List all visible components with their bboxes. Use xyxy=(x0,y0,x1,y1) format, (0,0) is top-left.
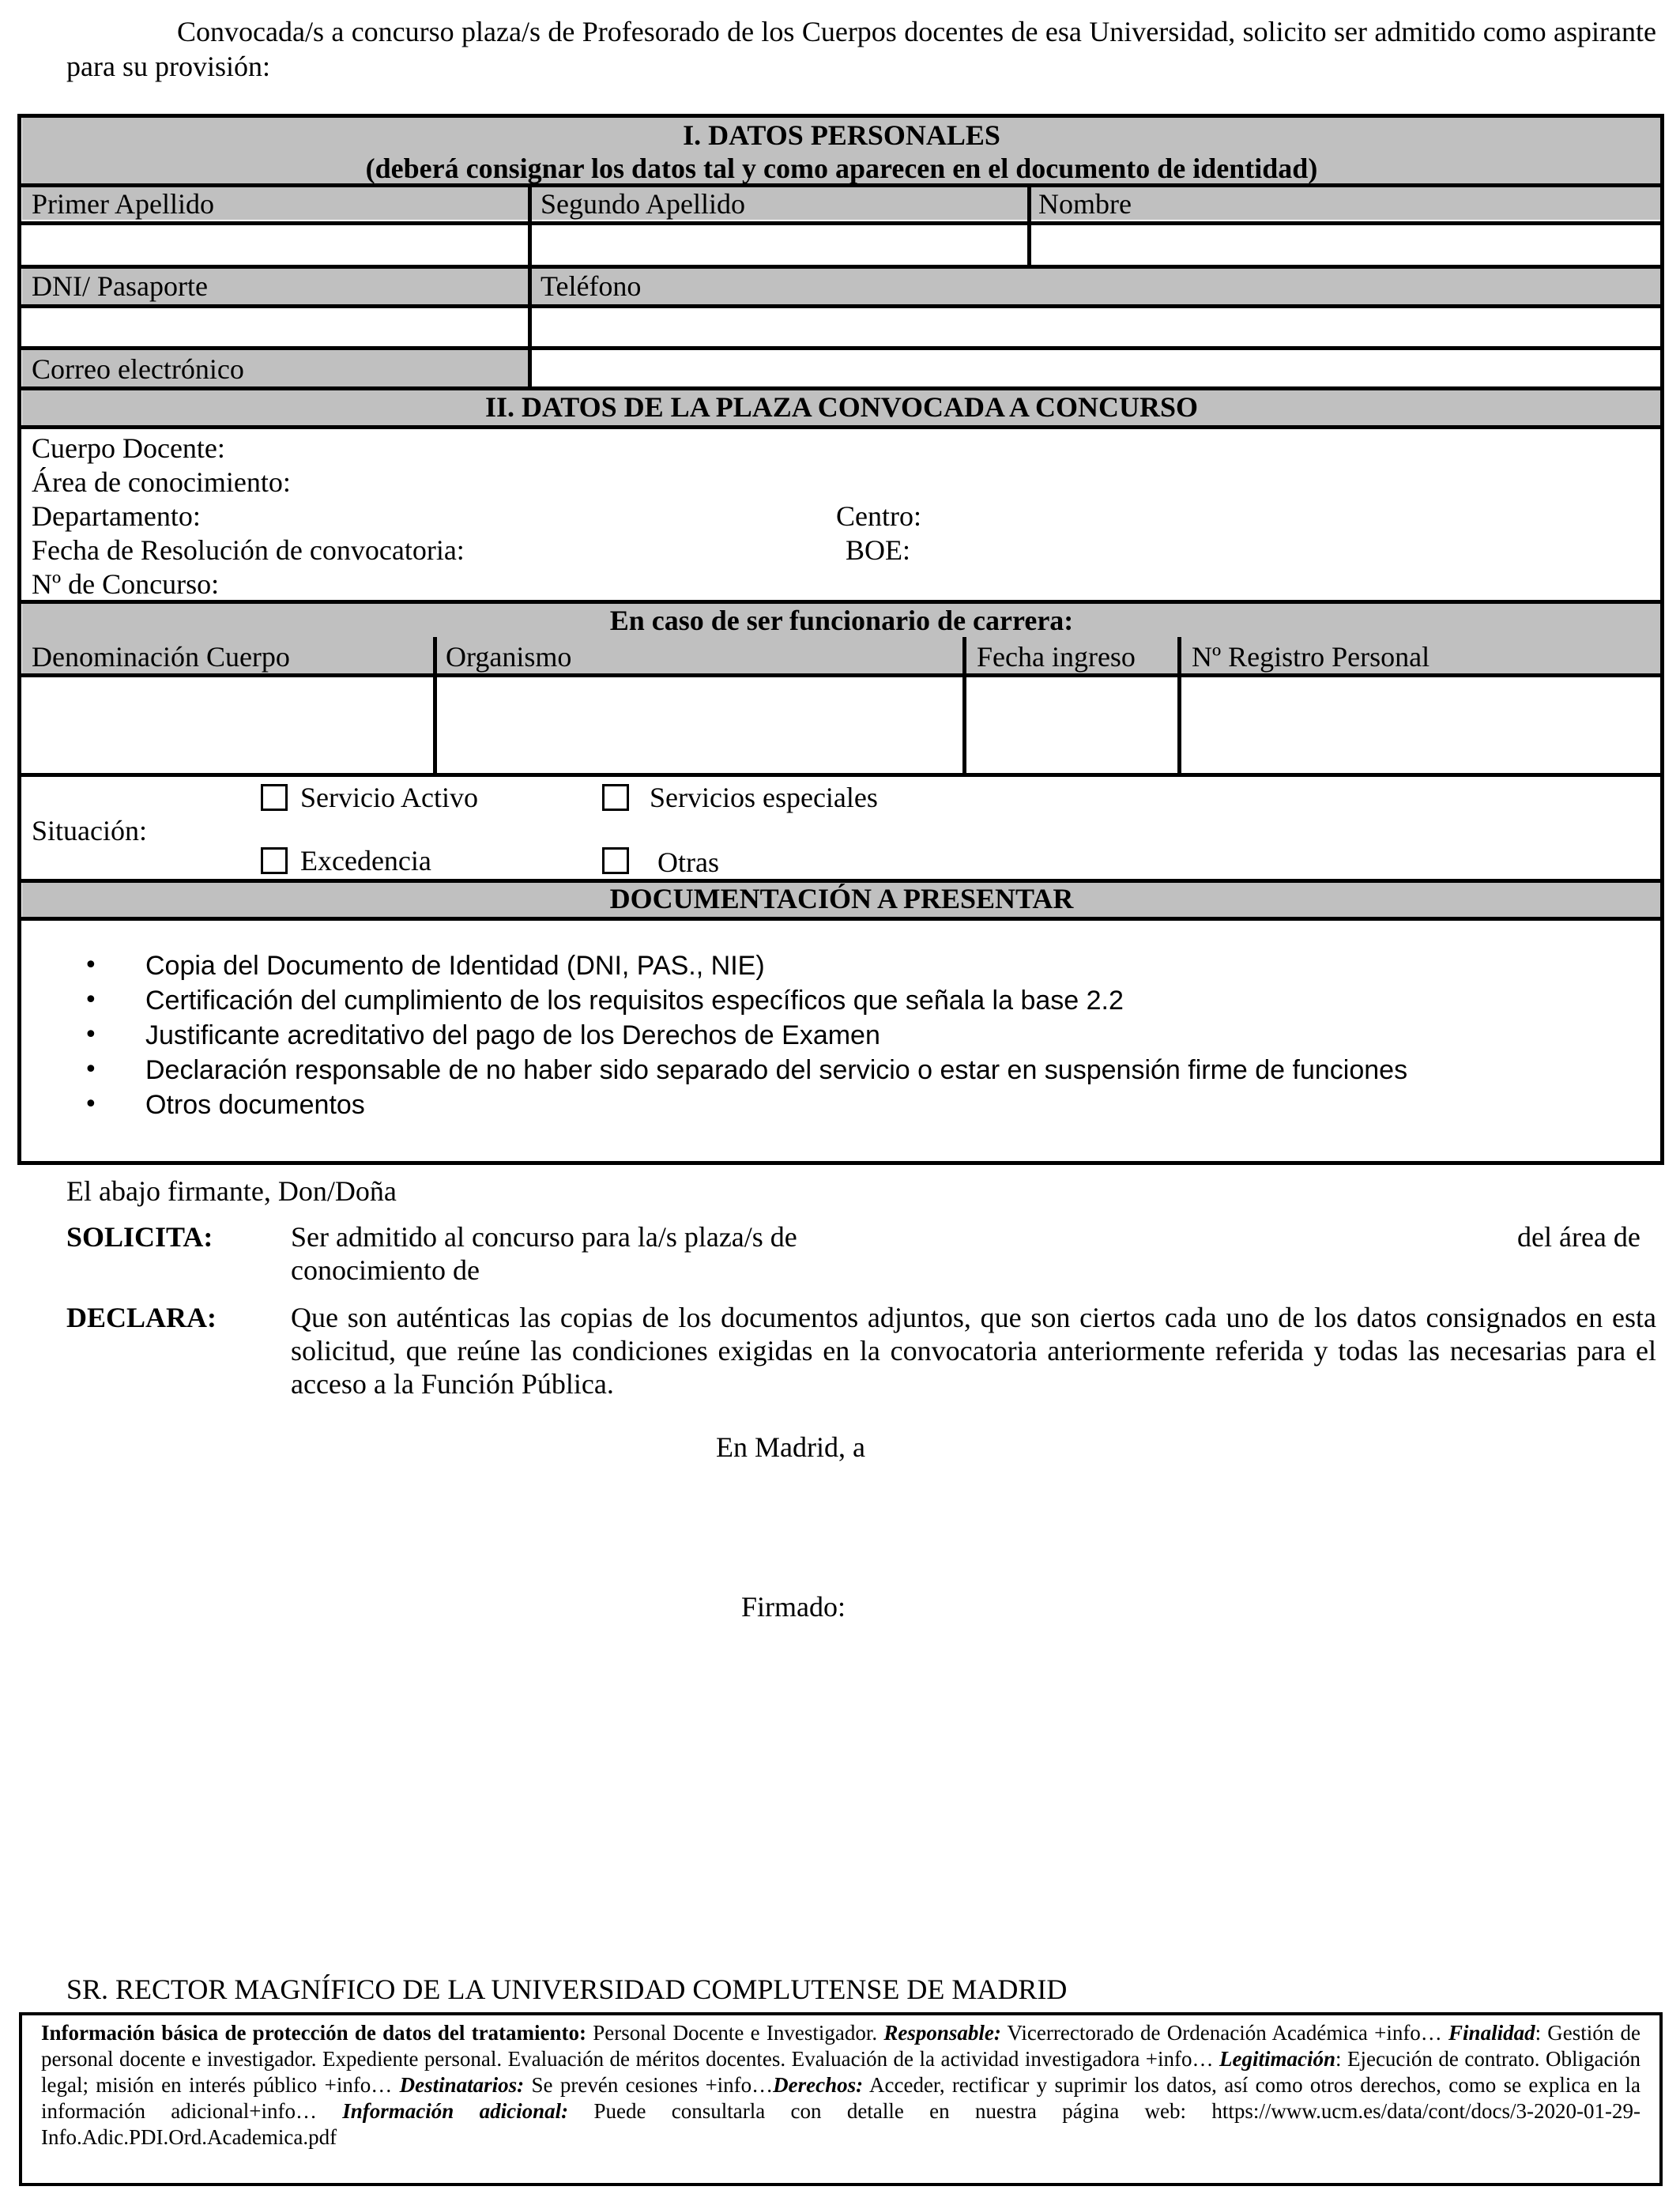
num-concurso-label: Nº de Concurso: xyxy=(32,568,220,600)
solicita-text: Ser admitido al concurso para la/s plaza/s de xyxy=(291,1221,797,1253)
otras-checkbox[interactable] xyxy=(602,847,629,874)
organismo-label: Organismo xyxy=(446,641,572,673)
rule xyxy=(1177,637,1181,775)
declara-label: DECLARA: xyxy=(66,1302,217,1333)
list-item: • Declaración responsable de no haber sido separado del servicio o estar en suspensión firme de funciones xyxy=(79,1053,1407,1088)
solicita-label: SOLICITA: xyxy=(66,1221,213,1253)
section1-title: I. DATOS PERSONALES xyxy=(683,119,1000,151)
rule xyxy=(17,773,1664,777)
footer-heading: Finalidad xyxy=(1448,2021,1535,2045)
list-item: • Justificante acreditativo del pago de los Derechos de Examen xyxy=(79,1018,1407,1053)
footer-link-text[interactable]: Puede consultarla con detalle en nuestra página web: https://www.ucm.es/data/cont/docs/3-2020-01-29-Info.Adic.PDI.Ord.Academica.pdf xyxy=(41,2099,1640,2149)
documentacion-list xyxy=(79,948,1407,1122)
fecha-resolucion-label: Fecha de Resolución de convocatoria: xyxy=(32,534,465,566)
solicita-area-text: del área de xyxy=(1517,1221,1640,1253)
list-item: • Otros documentos xyxy=(79,1088,1407,1122)
footer-heading: Información básica de protección de datos del tratamiento: xyxy=(41,2021,587,2045)
rule xyxy=(17,346,1664,350)
cuerpo-docente-label: Cuerpo Docente: xyxy=(32,432,225,464)
segundo-apellido-field[interactable] xyxy=(533,228,1026,264)
footer-heading: Responsable: xyxy=(883,2021,1001,2045)
firmado-label: Firmado: xyxy=(741,1591,846,1623)
primer-apellido-label: Primer Apellido xyxy=(32,188,214,220)
footer-text: : Ejecución de contrato. Obligación legal; misión en interés público +info… xyxy=(41,2047,1640,2097)
primer-apellido-field[interactable] xyxy=(22,228,526,264)
section1-subtitle: (deberá consignar los datos tal y como aparecen en el documento de identidad) xyxy=(365,153,1318,184)
correo-label: Correo electrónico xyxy=(32,353,244,385)
denominacion-field[interactable] xyxy=(22,680,431,771)
area-conocimiento-label: Área de conocimiento: xyxy=(32,466,291,498)
organismo-field[interactable] xyxy=(439,680,961,771)
proteccion-datos-box xyxy=(19,2012,1663,2186)
correo-field[interactable] xyxy=(533,351,1661,386)
rule xyxy=(962,637,966,775)
footer-text: Personal Docente e Investigador. xyxy=(586,2021,884,2045)
footer-heading: Legitimación xyxy=(1219,2047,1335,2071)
telefono-label: Teléfono xyxy=(541,270,642,302)
rule xyxy=(17,304,1664,308)
centro-label: Centro: xyxy=(836,500,921,532)
footer-text: Acceder, rectificar y suprimir los datos, así como otros derechos, como se explica en la información adicional+info… xyxy=(41,2073,1640,2123)
footer-heading: Destinatarios: xyxy=(399,2073,525,2097)
declara-text: Que son auténticas las copias de los documentos adjuntos, que son ciertos cada uno de los datos consignados en esta solicitud, que reúne las condiciones exigidas en la convocatoria anteriormente referida y todas las necesarias para el acceso a la Función Pública. xyxy=(291,1302,1656,1400)
nombre-label: Nombre xyxy=(1038,188,1132,220)
footer-text: Vicerrectorado de Ordenación Académica +info… xyxy=(1000,2021,1449,2045)
boe-label: BOE: xyxy=(846,534,911,566)
destinatario: SR. RECTOR MAGNÍFICO DE LA UNIVERSIDAD COMPLUTENSE DE MADRID xyxy=(66,1973,1068,2005)
section2-title: II. DATOS DE LA PLAZA CONVOCADA A CONCURSO xyxy=(484,391,1199,423)
fecha-ingreso-field[interactable] xyxy=(969,680,1176,771)
fecha-ingreso-label: Fecha ingreso xyxy=(977,641,1136,673)
intro-paragraph: Convocada/s a concurso plaza/s de Profesorado de los Cuerpos docentes de esa Universidad, solicito ser admitido como aspirante para su provisión: xyxy=(66,16,1656,82)
rule xyxy=(1027,183,1031,267)
rule xyxy=(433,637,437,775)
registro-personal-field[interactable] xyxy=(1184,680,1661,771)
dni-label: DNI/ Pasaporte xyxy=(32,270,208,302)
rule xyxy=(17,425,1664,429)
documentacion-title: DOCUMENTACIÓN A PRESENTAR xyxy=(609,883,1074,914)
registro-personal-label: Nº Registro Personal xyxy=(1192,641,1430,673)
rule xyxy=(17,917,1664,921)
telefono-field[interactable] xyxy=(533,310,1661,346)
firmante-text: El abajo firmante, Don/Doña xyxy=(66,1175,397,1207)
footer-heading: Derechos: xyxy=(773,2073,864,2097)
departamento-label: Departamento: xyxy=(32,500,201,532)
dni-field[interactable] xyxy=(22,310,526,346)
funcionario-title: En caso de ser funcionario de carrera: xyxy=(609,605,1074,636)
nombre-field[interactable] xyxy=(1032,228,1661,264)
servicios-especiales-checkbox[interactable] xyxy=(602,784,629,811)
rule xyxy=(528,183,532,387)
solicita-conocimiento-text: conocimiento de xyxy=(291,1254,480,1286)
rule xyxy=(17,221,1664,225)
footer-text: : Gestión de personal docente e investigador. Expediente personal. Evaluación de méritos docentes. Evaluación de la actividad investigadora +info… xyxy=(41,2021,1641,2071)
situacion-label: Situación: xyxy=(32,815,147,846)
otras-label: Otras xyxy=(657,846,719,878)
servicios-especiales-label: Servicios especiales xyxy=(650,782,878,813)
servicio-activo-checkbox[interactable] xyxy=(261,784,288,811)
footer-text: Se prevén cesiones +info… xyxy=(524,2073,774,2097)
segundo-apellido-label: Segundo Apellido xyxy=(541,188,745,220)
excedencia-checkbox[interactable] xyxy=(261,847,288,874)
excedencia-label: Excedencia xyxy=(300,845,431,876)
rule xyxy=(17,673,1664,677)
footer-heading: Información adicional: xyxy=(342,2099,569,2123)
servicio-activo-label: Servicio Activo xyxy=(300,782,478,813)
list-item: • Certificación del cumplimiento de los requisitos específicos que señala la base 2.2 xyxy=(79,983,1407,1018)
denominacion-cuerpo-label: Denominación Cuerpo xyxy=(32,641,290,673)
lugar-fecha: En Madrid, a xyxy=(716,1431,865,1463)
rule xyxy=(17,265,1664,269)
list-item: • Copia del Documento de Identidad (DNI, PAS., NIE) xyxy=(79,948,1407,983)
